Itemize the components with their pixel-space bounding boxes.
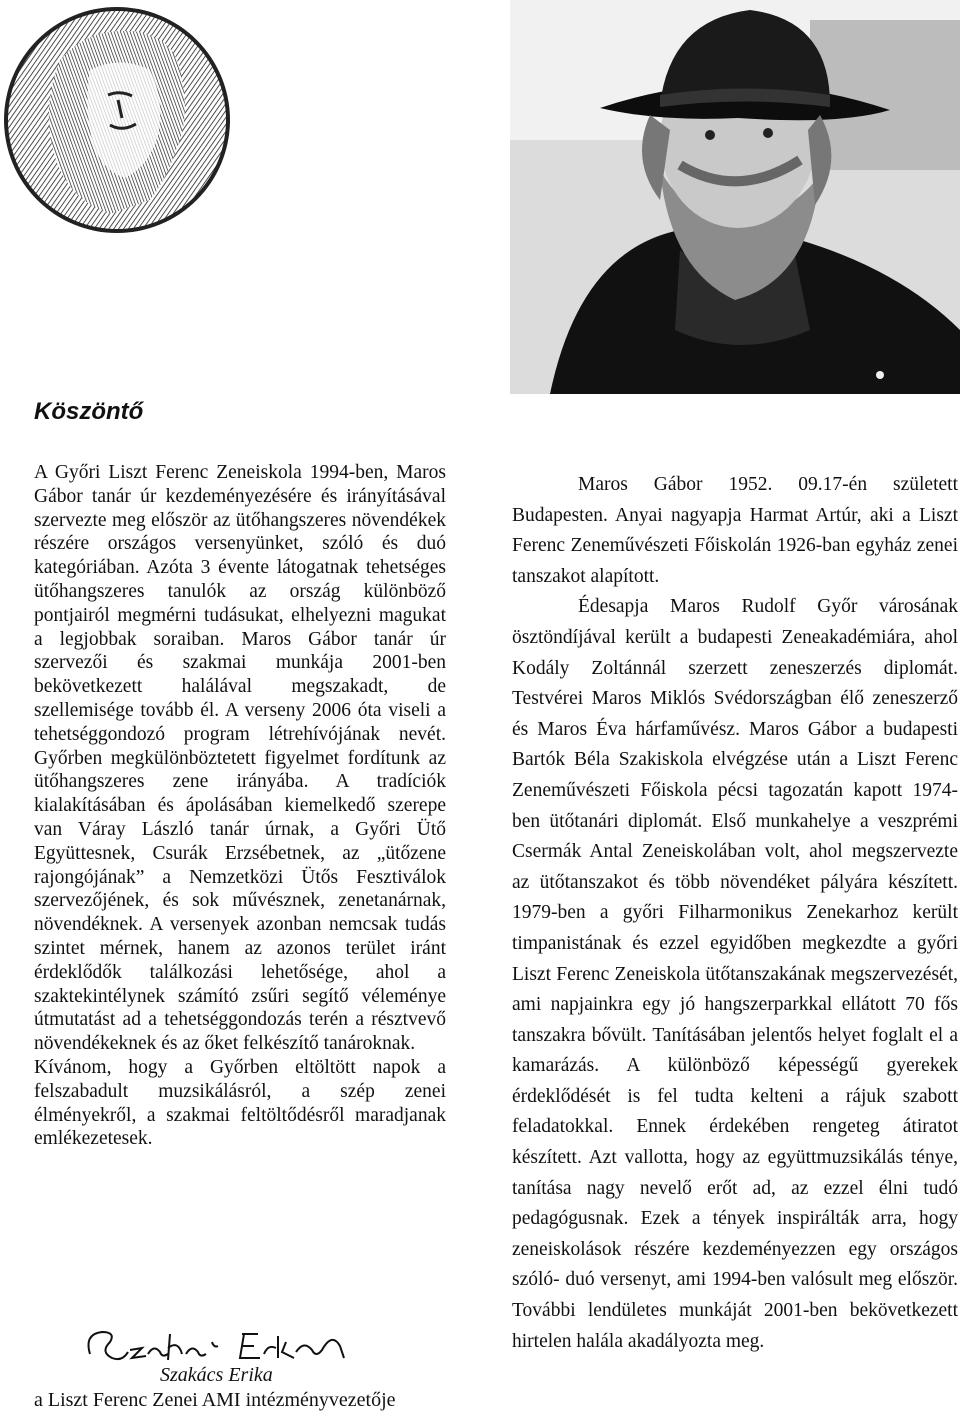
handwritten-signature bbox=[82, 1324, 362, 1366]
liszt-medal-image bbox=[0, 0, 240, 244]
biography-paragraph-1: Maros Gábor 1952. 09.17-én született Budapesten. Anyai nagyapja Harmat Artúr, aki a Liszt Ferenc Zeneművészeti Főiskolán 1926-ban egyház zenei tanszakot alapított. bbox=[512, 474, 958, 587]
greeting-text-column bbox=[34, 461, 446, 1151]
page-heading: Köszöntő bbox=[34, 398, 144, 425]
greeting-paragraph-2: Kívánom, hogy a Győrben eltöltött napok a felszabadult muzsikálásról, a szép zenei élményekről, a szakmai feltöltődésről maradjanak emlékezetesek. bbox=[34, 1056, 446, 1150]
maros-gabor-portrait-image bbox=[510, 0, 960, 394]
signer-role: a Liszt Ferenc Zenei AMI intézményvezetője bbox=[34, 1389, 396, 1411]
greeting-paragraph-1: A Győri Liszt Ferenc Zeneiskola 1994-ben, Maros Gábor tanár úr kezdeményezésére és irányításával szervezte meg először az ütőhangszeres növendékek részére országos versenyünket, szóló és duó kategóriában. Azóta 3 évente látogatnak tehetséges ütőhangszeres tanulók az ország különböző pontjairól megmérni tudásukat, elhelyezni magukat a legjobbak soraiban. Maros Gábor tanár úr szervezői és szakmai munkája 2001-ben bekövetkezett halálával megszakadt, de szellemisége tovább él. A verseny 2006 óta viseli a tehetséggondozó program létrehívójának nevét. Győrben megkülönböztetett figyelmet fordítunk az ütőhangszeres zene irányába. A tradíciók kialakításában és ápolásában kiemelkedő szerepe van Váray László tanár úrnak, a Győri Ütő Együttesnek, Csurák Erzsébetnek, az „ütőzene rajongójának” a Nemzetközi Ütős Fesztiválok szervezőjének, és sok művésznek, zenetanárnak, növendéknek. A versenyek azonban nemcsak tudás szintet mérnek, hanem az azonos terület iránt érdeklődők találkozási lehetősége, ahol a szaktekintélynek számító zsűri segítő véleménye útmutatást ad a tehetséggondozás terén a résztvevő növendékeknek és az őket felkészítő tanároknak. bbox=[34, 462, 446, 1055]
biography-paragraph-2: Édesapja Maros Rudolf Győr városának ösztöndíjával került a budapesti Zeneakadémiára, ahol Kodály Zoltánnál szerzett zeneszerzés diplomát. Testvérei Maros Miklós Svédországban élő zeneszerző és Maros Éva hárfaművész. Maros Gábor a budapesti Bartók Béla Szakiskola elvégzése után a Liszt Ferenc Zeneművészeti Főiskola pécsi tagozatán kapott 1974-ben ütőtanári diplomát. Első munkahelye a veszprémi Csermák Antal Zeneiskolában volt, ahol megszervezte az ütőtanszakot és több növendéket pályára készített. 1979-ben a győri Filharmonikus Zenekarhoz került timpanistának és ezzel egyidőben megkezdte a győri Liszt Ferenc Zeneiskola ütőtanszakának megszervezését, ami napjainkra egy jó hangszerparkkal ellátott 70 fős tanszakra bővült. Tanításában jelentős helyet foglalt el a kamarázás. A különböző képességű gyerekek érdeklődését is fel tudta kelteni a rájuk szabott feladatokkal. Ennek érdekében rengeteg átiratot készített. Azt vallotta, hogy az együttmuzsikálás ténye, tanítása nagy nevelő erőt ad, az ezzel élni tudó pedagógusnak. Ezek a tények inspirálták arra, hogy zeneiskolások részére kezdeményezzen egy országos szóló- duó versenyt, ami 1994-ben valósult meg először. További lendületes munkáját 2001-ben bekövetkezett hirtelen halála akadályozta meg. bbox=[512, 596, 958, 1352]
signer-name: Szakács Erika bbox=[160, 1364, 273, 1386]
biography-text-column bbox=[512, 470, 958, 1357]
